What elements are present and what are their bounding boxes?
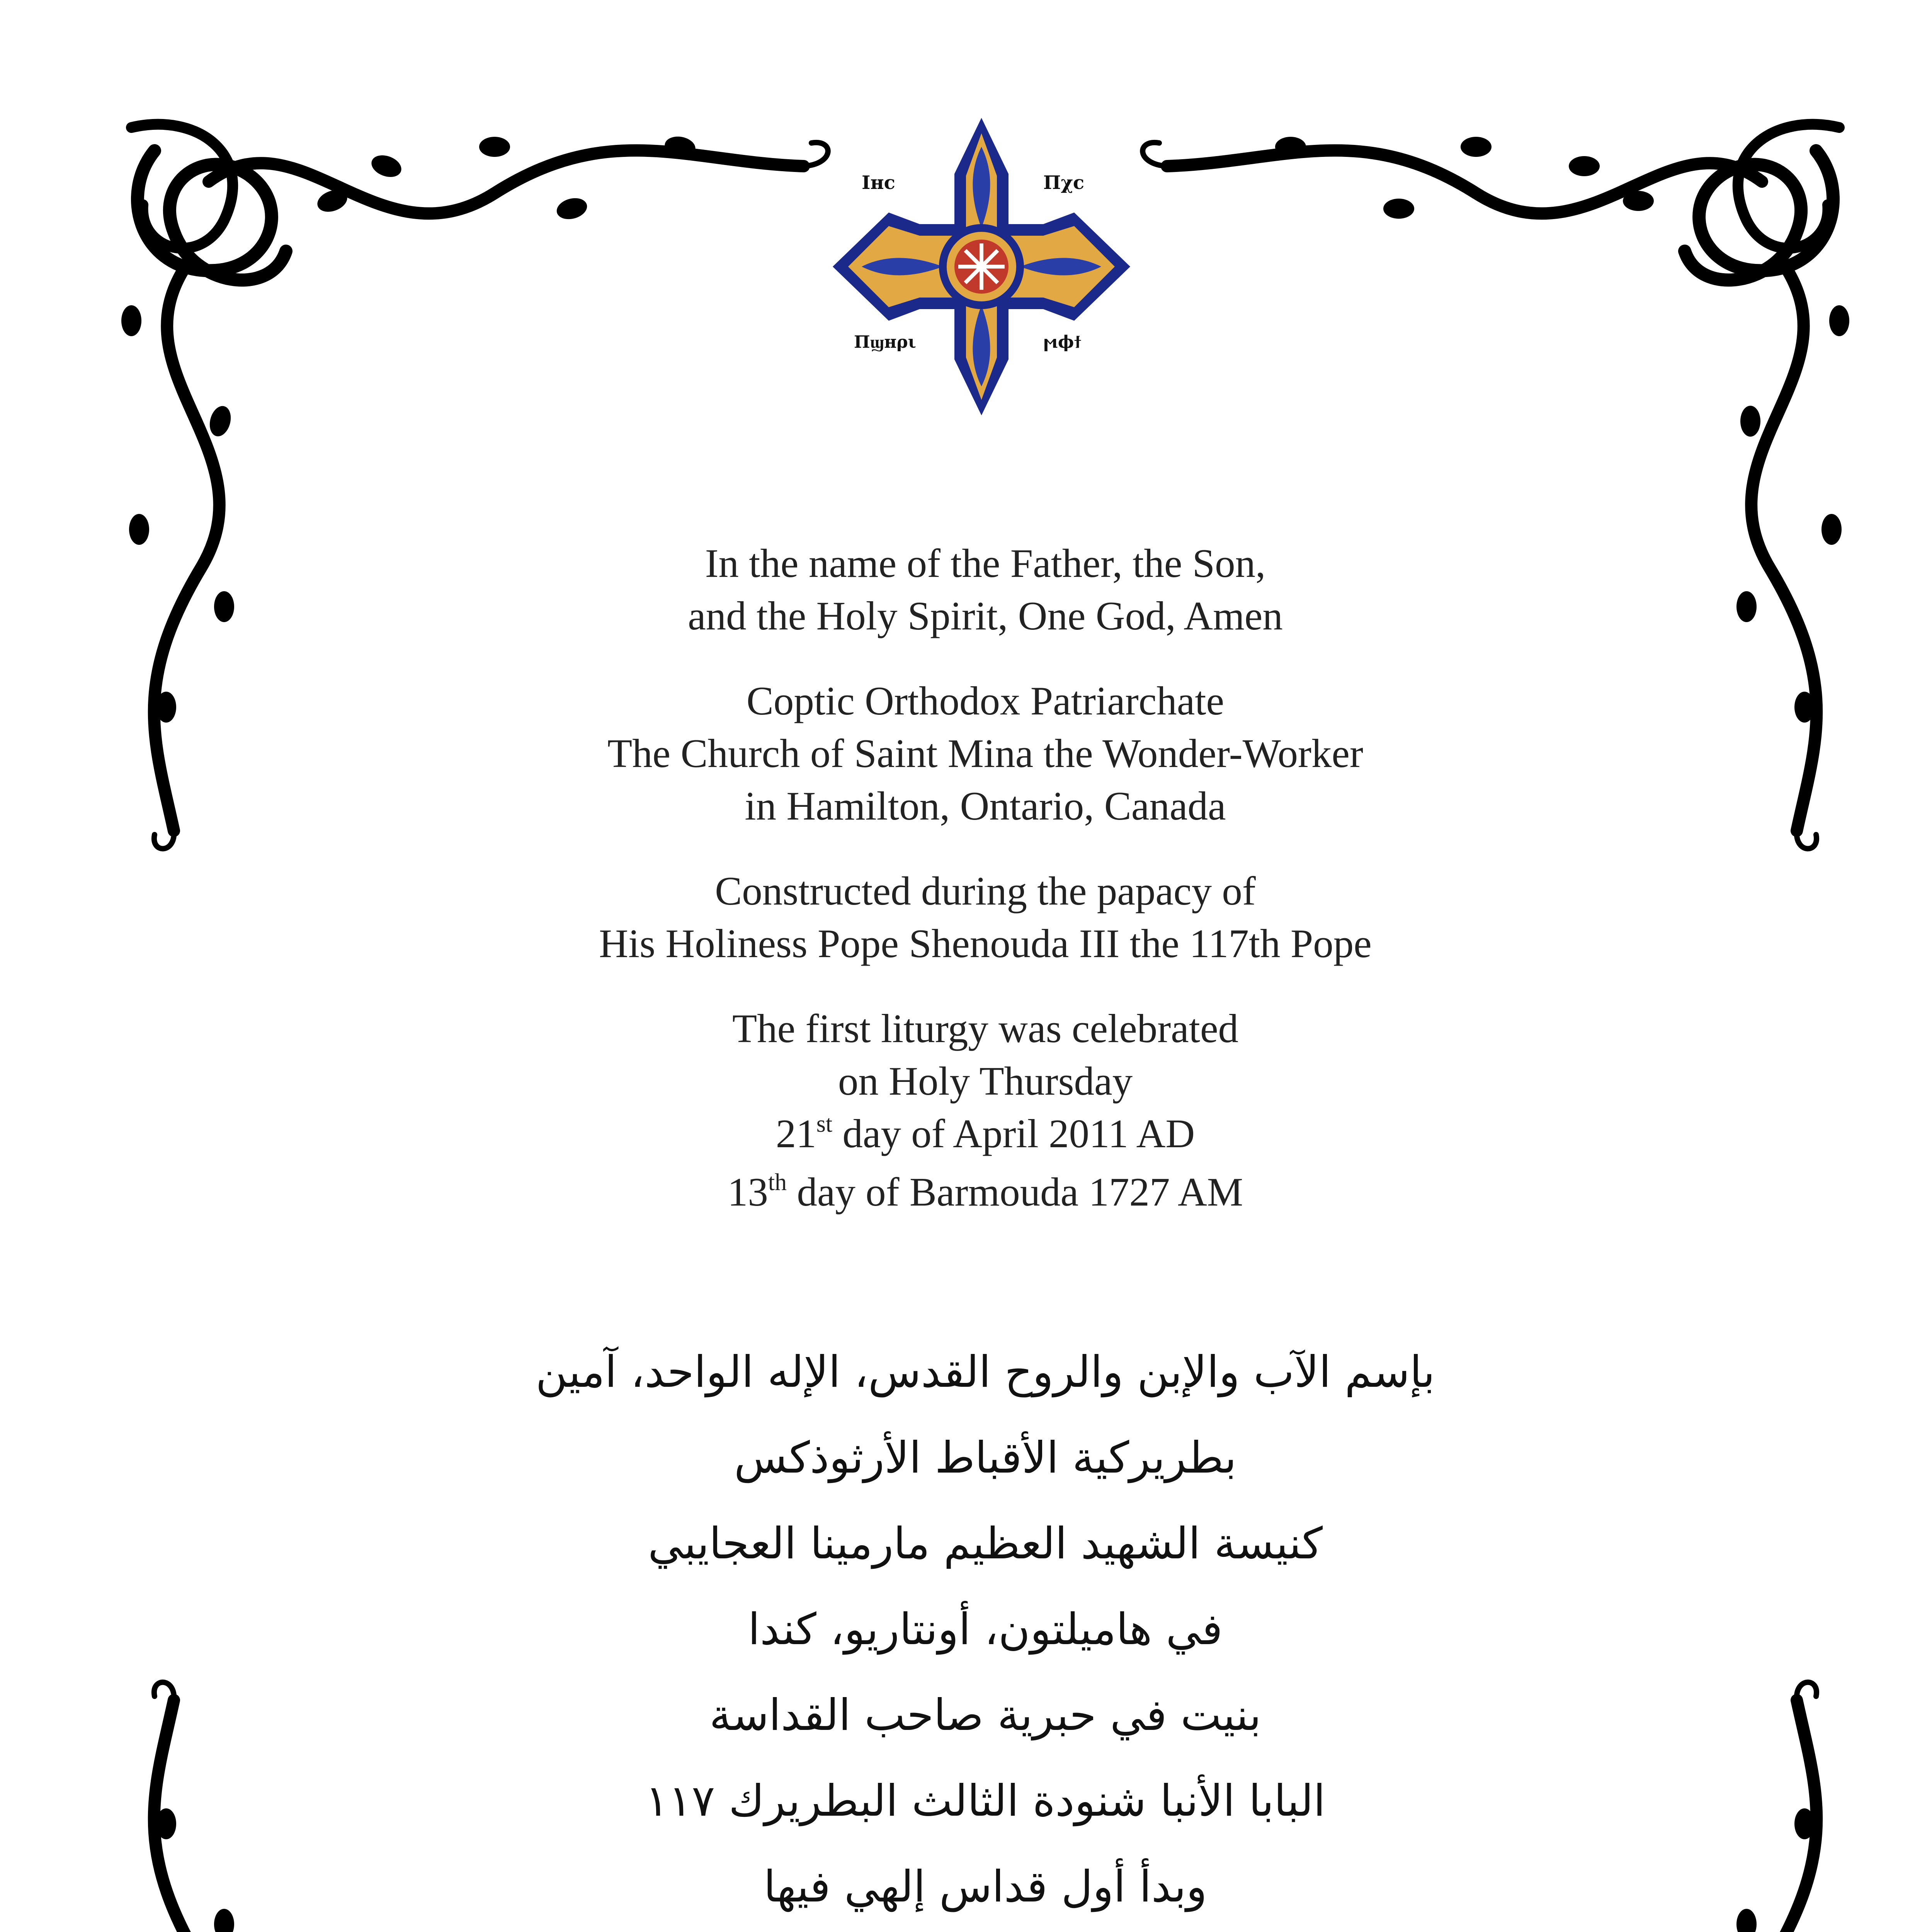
date-am-ordinal: th <box>768 1169 787 1196</box>
arabic-line: بإسم الآب والإبن والروح القدس، الإله الواحد، آمين <box>536 1347 1435 1397</box>
date-am-line <box>0 1166 1932 1224</box>
arabic-line: كنيسة الشهيد العظيم مارمينا العجايبي <box>648 1519 1323 1569</box>
text-line: Coptic Orthodox Patriarchate <box>746 678 1225 723</box>
english-text-block <box>0 537 1932 1257</box>
date-ad-rest: day of April 2011 AD <box>832 1111 1195 1156</box>
arabic-line: وبدأ أول قداس إلهي فيها <box>764 1862 1207 1912</box>
cross-inscription-top-left: Ιнс <box>862 172 895 194</box>
text-line: The Church of Saint Mina the Wonder-Worker <box>607 731 1364 776</box>
text-line: The first liturgy was celebrated <box>732 1006 1239 1051</box>
first-liturgy-statement <box>0 1002 1932 1224</box>
arabic-line: بنيت في حبرية صاحب القداسة <box>709 1690 1262 1740</box>
text-line: In the name of the Father, the Son, <box>705 541 1266 586</box>
date-ad-day: 21 <box>776 1111 816 1156</box>
text-line: and the Holy Spirit, One God, Amen <box>688 593 1283 638</box>
text-line: Constructed during the papacy of <box>715 868 1256 913</box>
date-am-rest: day of Barmouda 1727 AM <box>787 1169 1243 1214</box>
church-identification <box>0 675 1932 832</box>
opening-invocation <box>0 537 1932 642</box>
arabic-line: البابا الأنبا شنودة الثالث البطريرك ١١٧ <box>645 1776 1326 1826</box>
coptic-cross-icon <box>827 112 1136 421</box>
text-line: His Holiness Pope Shenouda III the 117th Pope <box>599 921 1372 966</box>
arabic-text-block <box>0 1329 1932 1932</box>
cross-inscription-bottom-left: Πϣнρι <box>854 332 916 352</box>
date-ad-line <box>0 1107 1932 1166</box>
cross-inscription-bottom-right: ϻϕϯ <box>1043 332 1082 352</box>
text-line: on Holy Thursday <box>838 1058 1133 1104</box>
cross-inscription-top-right: Πχс <box>1043 172 1085 194</box>
arabic-line <box>0 1930 1932 1932</box>
date-ad-ordinal: st <box>816 1111 833 1137</box>
arabic-line: بطريركية الأقباط الأرثوذكس <box>734 1433 1237 1483</box>
text-line: in Hamilton, Ontario, Canada <box>745 783 1226 828</box>
papacy-statement <box>0 865 1932 970</box>
date-am-day: 13 <box>727 1169 768 1214</box>
arabic-line: في هاميلتون، أونتاريو، كندا <box>748 1604 1223 1655</box>
